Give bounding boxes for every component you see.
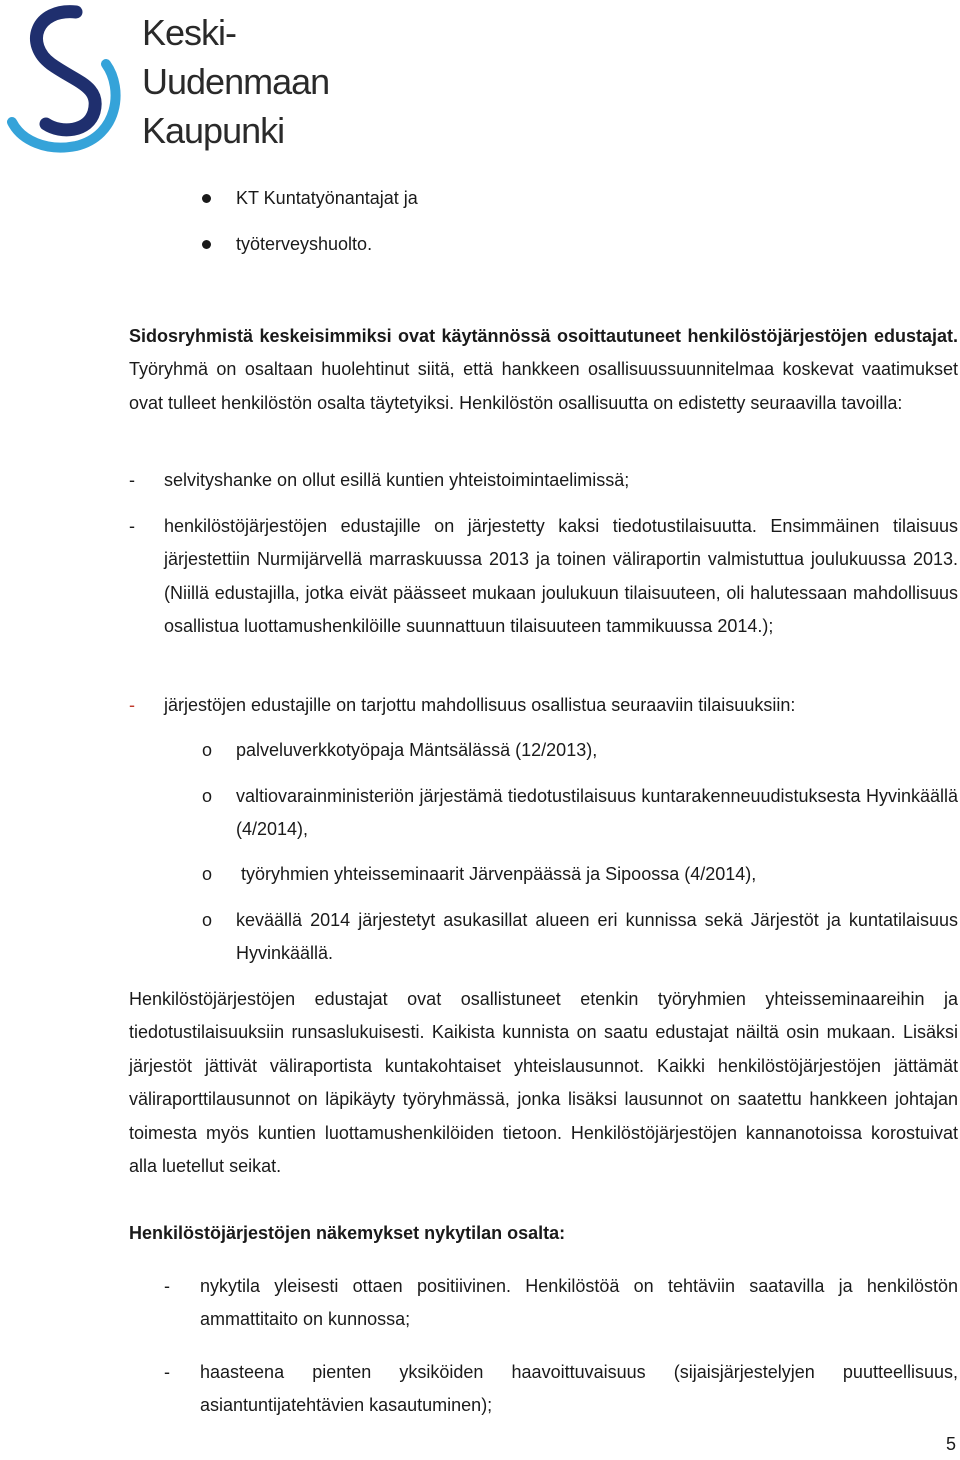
section-heading: Henkilöstöjärjestöjen näkemykset nykytilan osalta:: [129, 1223, 566, 1243]
dash-item: nykytila yleisesti ottaen positiivinen. Henkilöstöä on tehtäviin saatavilla ja henkilöstön ammattitaito on kunnossa;: [200, 1276, 958, 1330]
dash-item: selvityshanke on ollut esillä kuntien yhteistoimintaelimissä;: [164, 470, 630, 490]
sub-item: keväällä 2014 järjestetyt asukasillat alueen eri kunnissa sekä Järjestöt ja kuntatilaisuus Hyvinkäällä.: [236, 910, 958, 964]
logo-line-3: Kaupunki: [142, 110, 285, 151]
dash-marker: -: [129, 470, 135, 490]
intro-paragraph: [129, 320, 958, 420]
sub-marker: o: [202, 910, 213, 930]
bullet-item: työterveyshuolto.: [236, 234, 373, 254]
bullet-item: KT Kuntatyönantajat ja: [236, 188, 418, 208]
sub-marker: o: [202, 864, 213, 884]
dash-item: haasteena pienten yksiköiden haavoittuvaisuus (sijaisjärjestelyjen puutteellisuus, asiantuntijatehtävien kasautuminen);: [200, 1362, 958, 1416]
sub-item: valtiovarainministeriön järjestämä tiedotustilaisuus kuntarakenneuudistuksesta Hyvinkäällä (4/2014),: [236, 786, 958, 840]
logo-wordmark: [142, 8, 329, 155]
sub-marker: o: [202, 786, 213, 806]
dash-item: järjestöjen edustajille on tarjottu mahdollisuus osallistua seuraaviin tilaisuuksiin:: [164, 695, 796, 715]
body-paragraph: Henkilöstöjärjestöjen edustajat ovat osallistuneet etenkin työryhmien yhteisseminaareihin ja tiedotustilaisuuksiin runsaslukuisesti. Kaikista kunnista on saatu edustajat näiltä osin mukaan. Lisäksi järjestöt jättivät väliraportista kuntakohtaiset yhteislausunnot. Kaikki henkilöstöjärjestöjen jättämät väliraporttilausunnot on läpikäyty työryhmässä, jonka lisäksi lausunnot on saatettu hankkeen johtajan toimesta myös kuntien luottamushenkilöiden tietoon. Henkilöstöjärjestöjen kannanotoissa korostuivat alla luetellut seikat.: [129, 989, 958, 1177]
intro-bold-text: Sidosryhmistä keskeisimmiksi ovat käytännössä osoittautuneet henkilöstöjärjestöjen edustajat.: [129, 326, 958, 346]
page-number: 5: [945, 1434, 956, 1454]
intro-rest-text: Työryhmä on osaltaan huolehtinut siitä, että hankkeen osallisuussuunnitelmaa koskevat vaatimukset ovat tulleet henkilöstön osalta täytetyiksi. Henkilöstön osallisuutta on edistetty seuraavilla tavoilla:: [129, 359, 958, 413]
dash-marker: -: [129, 695, 135, 715]
logo-swoosh-icon: [6, 4, 136, 154]
dash-marker: -: [164, 1276, 170, 1296]
logo-line-1: Keski-: [142, 12, 237, 53]
dash-marker: -: [129, 516, 135, 536]
bullet-icon: [202, 240, 211, 249]
city-logo: [6, 4, 330, 159]
dash-marker: -: [164, 1362, 170, 1382]
sub-marker: o: [202, 740, 213, 760]
sub-item: työryhmien yhteisseminaarit Järvenpäässä ja Sipoossa (4/2014),: [241, 864, 757, 884]
sub-item: palveluverkkotyöpaja Mäntsälässä (12/2013),: [236, 740, 598, 760]
bullet-icon: [202, 194, 211, 203]
dash-item: henkilöstöjärjestöjen edustajille on järjestetty kaksi tiedotustilaisuutta. Ensimmäinen tilaisuus järjestettiin Nurmijärvellä marraskuussa 2013 ja toinen väliraportin valmistuttua joulukuussa 2013. (Niillä edustajilla, jotka eivät päässeet mukaan joulukuun tilaisuuteen, oli halutessaan mahdollisuus osallistua luottamushenkilöille suunnattuun tilaisuuteen tammikuussa 2014.);: [164, 516, 958, 637]
logo-line-2: Uudenmaan: [142, 61, 330, 102]
